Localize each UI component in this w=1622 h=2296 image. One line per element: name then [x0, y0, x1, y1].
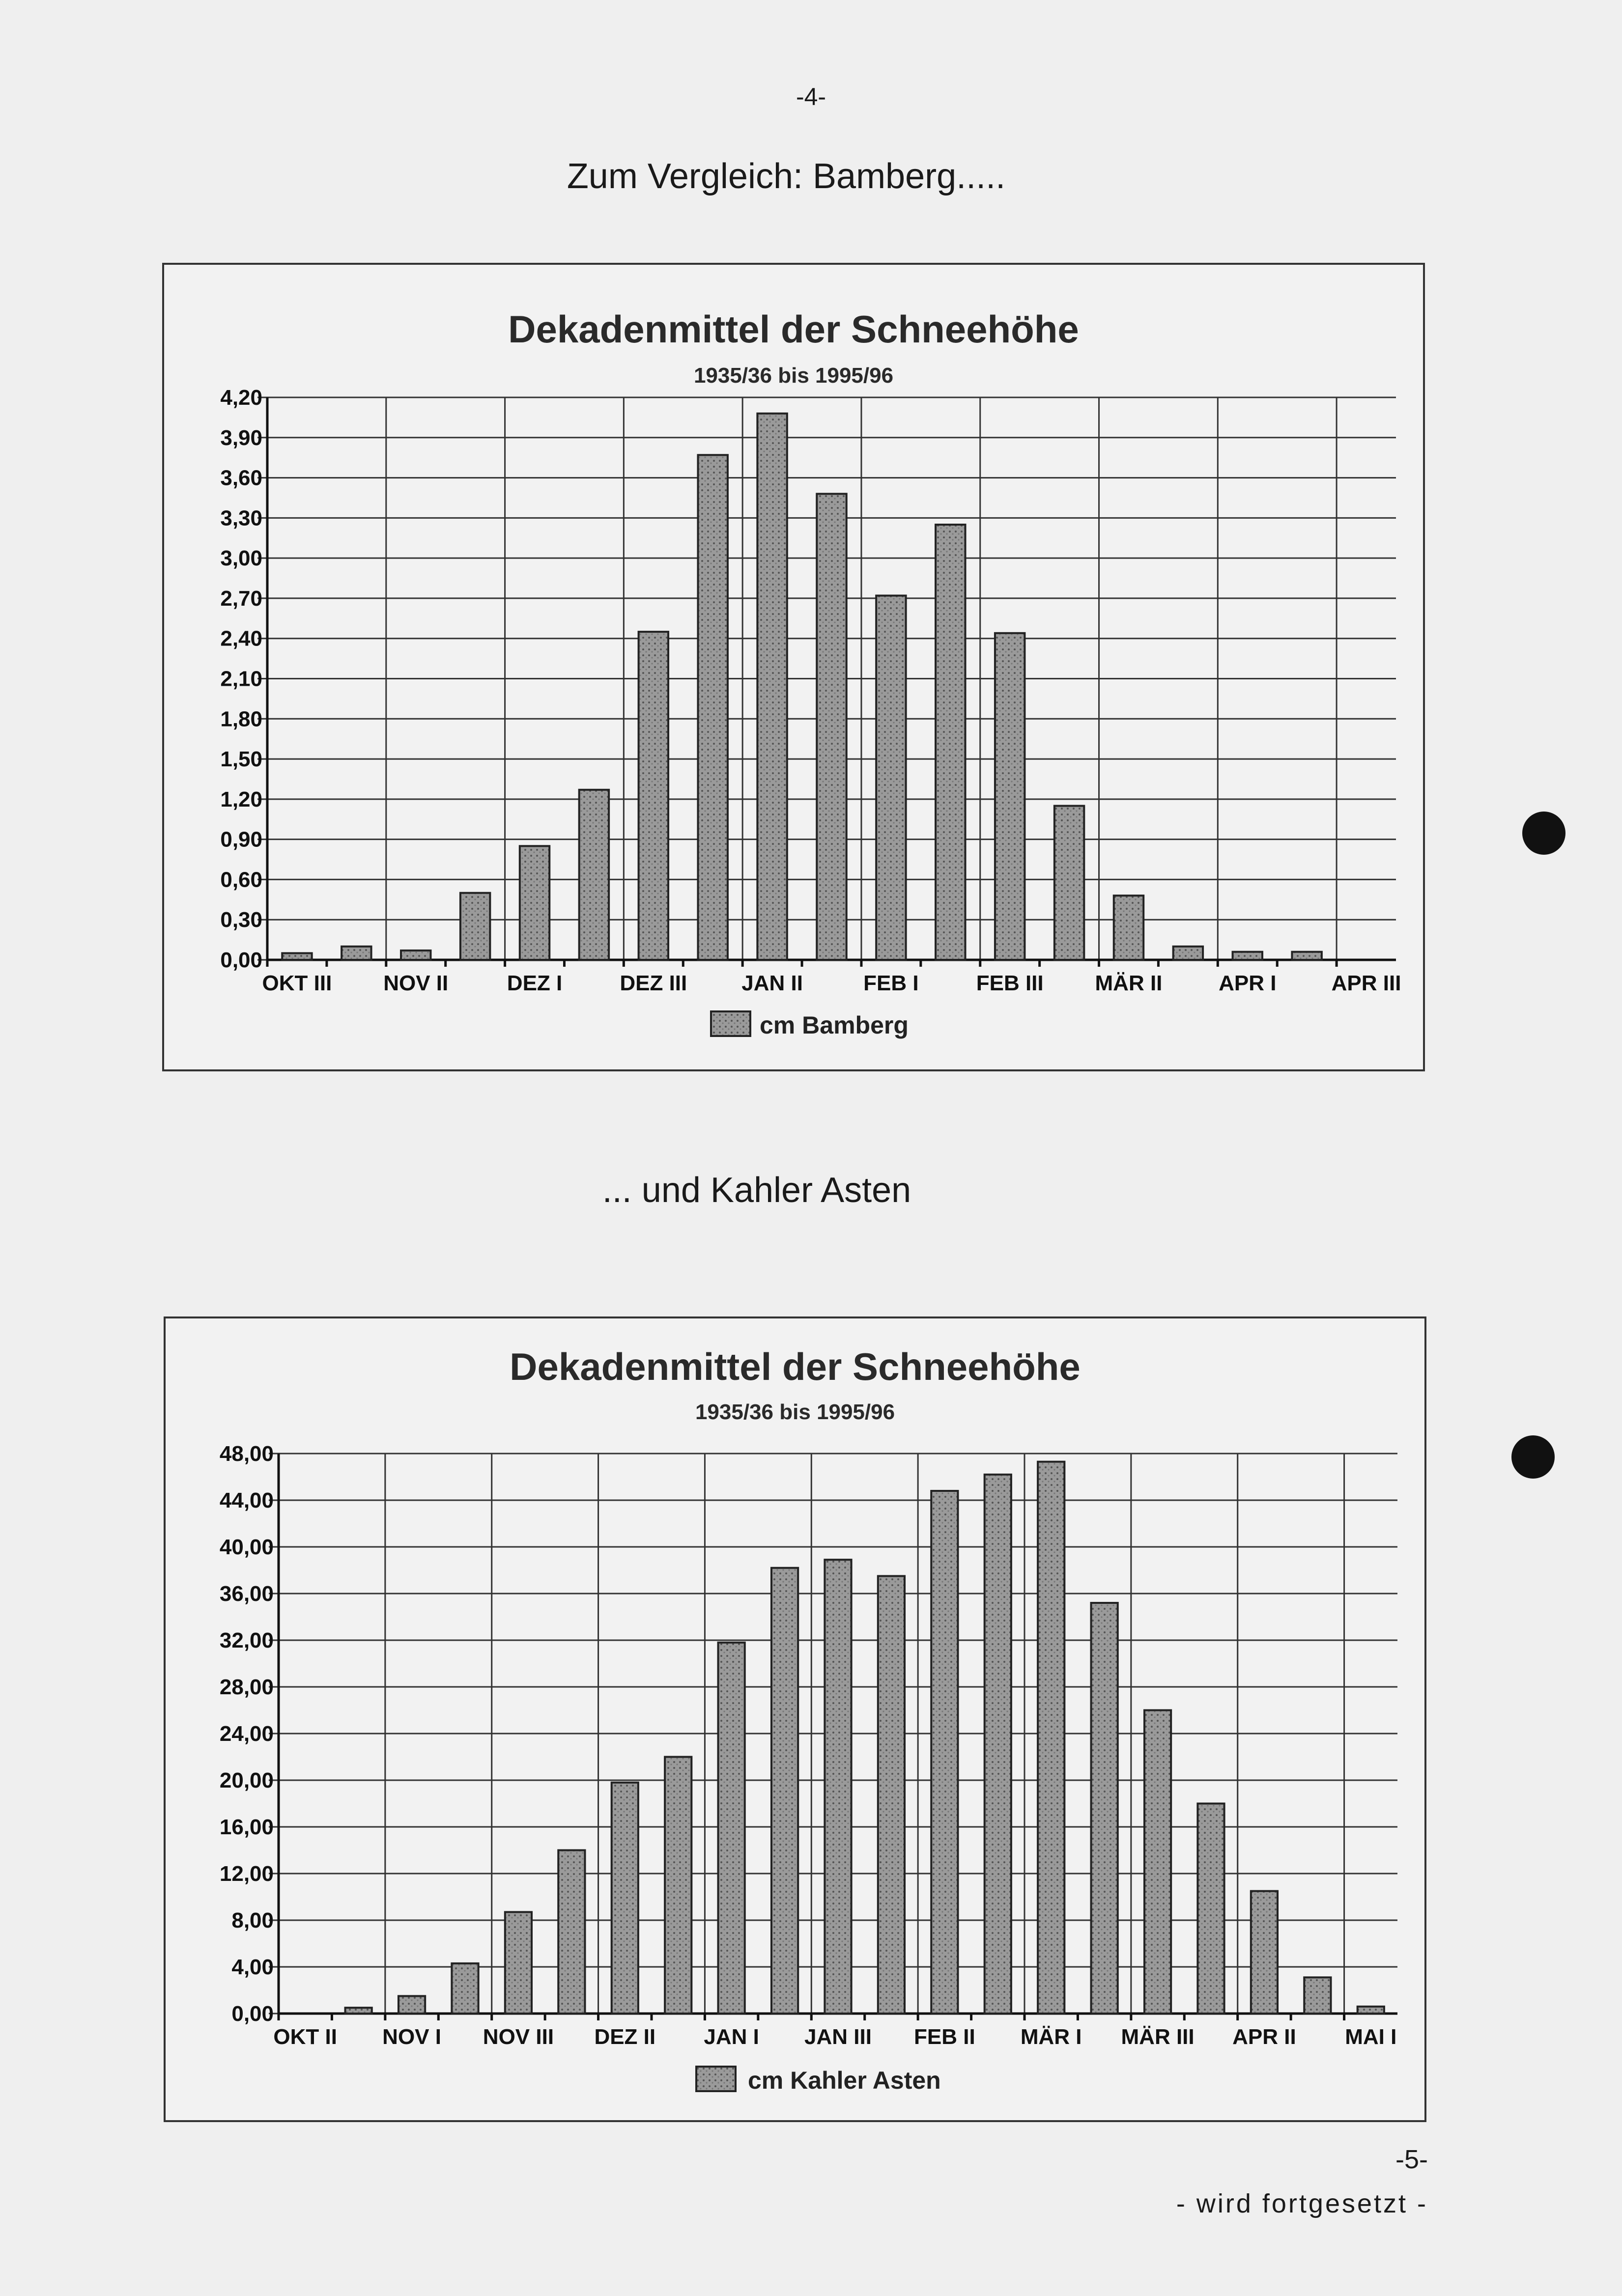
bar-jan-ii [771, 1568, 798, 2014]
x-tick-label: APR III [1331, 971, 1401, 995]
y-tick-label: 44,00 [219, 1488, 274, 1512]
bar-mär-ii [1114, 896, 1143, 960]
bar-mär-ii [1091, 1603, 1118, 2014]
bar-feb-i [876, 595, 906, 960]
x-tick-label: JAN III [804, 2025, 872, 2049]
chart-svg [166, 1318, 1424, 2120]
x-tick-label: DEZ I [507, 971, 563, 995]
y-tick-label: 0,30 [220, 908, 262, 932]
x-tick-label: APR I [1219, 971, 1277, 995]
bar-apr-i [1197, 1804, 1224, 2014]
legend-label: cm Kahler Asten [748, 2067, 941, 2094]
bar-mai-i [1358, 2007, 1384, 2014]
bar-nov-ii [452, 1963, 478, 2014]
y-tick-label: 2,70 [220, 586, 262, 611]
y-tick-label: 3,00 [220, 546, 262, 571]
bar-mär-i [1054, 806, 1084, 960]
x-tick-label: DEZ III [620, 971, 687, 995]
legend-swatch [696, 2067, 736, 2091]
continued-note: - wird fortgesetzt - [1176, 2189, 1428, 2218]
y-tick-label: 0,90 [220, 827, 262, 852]
page-number: -4- [796, 83, 826, 111]
bar-dez-i [520, 846, 549, 960]
chart-bamberg [162, 263, 1425, 1071]
bar-feb-iii [985, 1475, 1011, 2014]
bar-dez-ii [579, 790, 609, 960]
bar-dez-iii [665, 1757, 691, 2014]
x-tick-label: FEB I [863, 971, 919, 995]
bar-nov-i [398, 1996, 425, 2014]
bar-dez-i [558, 1850, 585, 2014]
bar-okt-iii [345, 2008, 372, 2014]
bar-feb-ii [936, 525, 965, 960]
y-tick-label: 0,60 [220, 868, 262, 892]
bar-apr-ii [1292, 952, 1321, 960]
bar-okt-iii [282, 953, 312, 960]
bar-dez-ii [612, 1783, 638, 2014]
y-tick-label: 24,00 [219, 1722, 274, 1746]
y-tick-label: 4,20 [220, 386, 262, 410]
legend-label: cm Bamberg [760, 1011, 909, 1039]
y-tick-label: 48,00 [219, 1442, 274, 1466]
punch-hole [1522, 812, 1565, 855]
bar-apr-iii [1304, 1977, 1331, 2014]
bar-nov-i [341, 947, 371, 960]
y-tick-label: 3,90 [220, 425, 262, 450]
x-tick-label: MÄR I [1020, 2025, 1082, 2049]
x-tick-label: NOV I [382, 2025, 441, 2049]
y-tick-label: 0,00 [220, 948, 262, 972]
y-tick-label: 12,00 [219, 1862, 274, 1886]
chart-title: Dekadenmittel der Schneehöhe [508, 308, 1079, 351]
bar-nov-iii [505, 1912, 532, 2014]
bar-feb-ii [931, 1491, 958, 2014]
chart-svg [164, 265, 1423, 1069]
x-tick-label: JAN II [741, 971, 803, 995]
y-tick-label: 4,00 [231, 1955, 274, 1979]
heading-kahler-asten: ... und Kahler Asten [602, 1171, 911, 1210]
y-tick-label: 1,50 [220, 747, 262, 772]
x-tick-label: OKT II [273, 2025, 337, 2049]
x-tick-label: MÄR II [1095, 971, 1163, 995]
bar-jan-i [698, 455, 727, 960]
x-tick-label: NOV III [483, 2025, 554, 2049]
bar-apr-i [1233, 952, 1262, 960]
y-tick-label: 36,00 [219, 1582, 274, 1606]
y-tick-label: 3,60 [220, 466, 262, 490]
x-tick-label: FEB III [976, 971, 1044, 995]
y-tick-label: 2,40 [220, 626, 262, 651]
x-tick-label: DEZ II [594, 2025, 656, 2049]
bar-apr-ii [1251, 1891, 1278, 2014]
punch-hole [1511, 1435, 1555, 1479]
y-tick-label: 40,00 [219, 1535, 274, 1559]
y-tick-label: 28,00 [219, 1675, 274, 1699]
bar-mär-iii [1173, 947, 1203, 960]
y-tick-label: 0,00 [231, 2002, 274, 2026]
y-tick-label: 3,30 [220, 506, 262, 531]
x-tick-label: NOV II [383, 971, 449, 995]
bar-jan-iii [817, 494, 846, 960]
y-tick-label: 16,00 [219, 1815, 274, 1839]
y-tick-label: 8,00 [231, 1908, 274, 1932]
bar-jan-iii [825, 1560, 851, 2014]
x-tick-label: OKT III [262, 971, 332, 995]
legend-swatch [711, 1011, 750, 1036]
x-tick-label: APR II [1232, 2025, 1296, 2049]
x-tick-label: FEB II [914, 2025, 975, 2049]
y-tick-label: 1,80 [220, 707, 262, 731]
bar-dez-iii [639, 632, 668, 960]
bar-jan-i [718, 1643, 745, 2014]
bar-jan-ii [757, 414, 787, 960]
next-page-number: -5- [1395, 2145, 1428, 2174]
heading-bamberg: Zum Vergleich: Bamberg..... [567, 157, 1006, 196]
x-tick-label: MÄR III [1121, 2025, 1195, 2049]
y-tick-label: 32,00 [219, 1628, 274, 1652]
y-tick-label: 1,20 [220, 787, 262, 812]
y-tick-label: 20,00 [219, 1768, 274, 1792]
bar-nov-iii [460, 893, 490, 960]
bar-feb-iii [995, 633, 1024, 960]
bar-mär-iii [1144, 1710, 1171, 2014]
bar-mär-i [1038, 1462, 1064, 2014]
chart-subtitle: 1935/36 bis 1995/96 [693, 364, 894, 388]
bar-feb-i [878, 1576, 905, 2014]
chart-title: Dekadenmittel der Schneehöhe [510, 1345, 1081, 1388]
chart-kahler-asten [164, 1316, 1426, 2122]
chart-subtitle: 1935/36 bis 1995/96 [695, 1400, 895, 1424]
x-tick-label: JAN I [704, 2025, 759, 2049]
y-tick-label: 2,10 [220, 667, 262, 691]
bar-nov-ii [401, 951, 430, 960]
x-tick-label: MAI I [1345, 2025, 1397, 2049]
